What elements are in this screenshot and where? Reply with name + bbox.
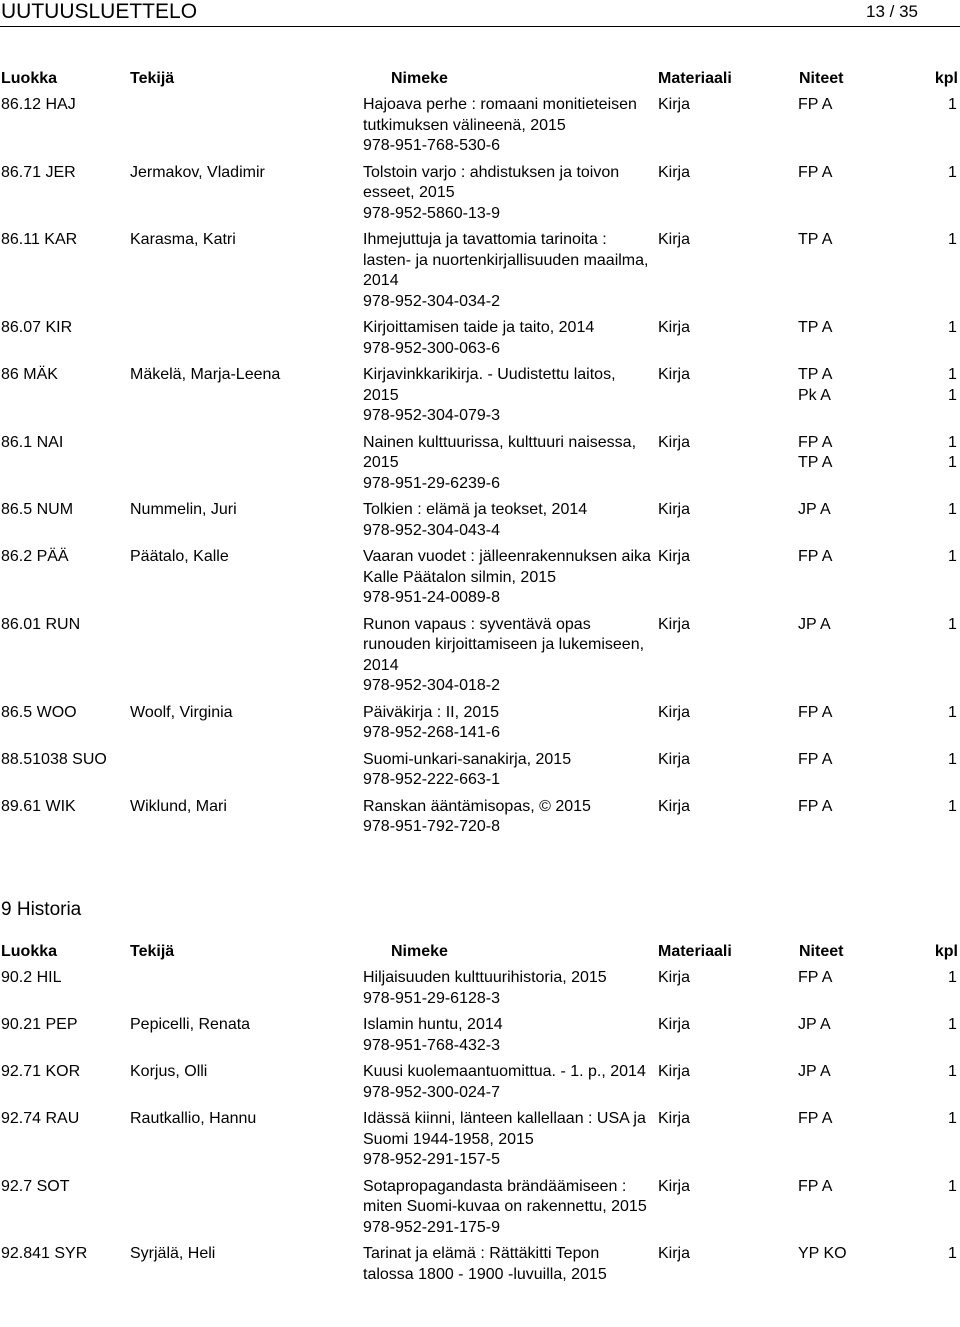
material-type: Kirja <box>658 750 691 768</box>
catalog-rows <box>0 95 960 838</box>
material-type: Kirja <box>658 615 691 633</box>
catalog-section-general <box>0 61 960 844</box>
material-type: Kirja <box>658 969 691 986</box>
class-code: 86.01 RUN <box>1 615 81 633</box>
copy-location: FP A <box>798 703 833 721</box>
isbn: 978-951-29-6128-3 <box>363 989 500 1007</box>
copies-location <box>798 750 832 771</box>
author: Jermakov, Vladimir <box>130 163 265 181</box>
copy-location: JP A <box>798 1063 831 1080</box>
book-title: Islamin huntu, 2014 <box>363 1016 503 1033</box>
column-header-luokka: Luokka <box>1 70 58 87</box>
copies-location <box>798 365 832 406</box>
isbn: 978-952-268-141-6 <box>363 724 500 741</box>
book-title: Tarinat ja elämä : Rättäkitti Tepon talossa 1800 - 1900 -luvuilla, 2015 <box>363 1245 607 1283</box>
copy-count: 1 <box>948 319 957 336</box>
copies-count <box>948 433 957 474</box>
table-row <box>0 230 960 312</box>
column-header-kpl: kpl <box>934 70 958 87</box>
copies-location <box>798 703 832 724</box>
table-row <box>0 797 960 838</box>
material-type: Kirja <box>658 797 691 815</box>
isbn: 978-951-768-432-3 <box>363 1036 500 1054</box>
table-row <box>0 318 960 359</box>
copies-location <box>798 318 832 339</box>
copy-location: FP A <box>798 969 833 986</box>
table-row <box>0 750 960 791</box>
author: Mäkelä, Marja-Leena <box>130 366 281 383</box>
copy-count: 1 <box>948 548 957 565</box>
material-type: Kirja <box>658 96 691 113</box>
title-cell <box>363 703 653 744</box>
material-type: Kirja <box>658 501 691 518</box>
table-row <box>0 433 960 495</box>
table-row <box>0 703 960 744</box>
catalog-rows <box>0 968 960 1285</box>
copy-location: FP A <box>798 797 833 815</box>
copies-location <box>798 968 832 989</box>
table-row <box>0 163 960 225</box>
material-type: Kirja <box>658 433 691 451</box>
copies-count <box>948 365 957 406</box>
class-code: 86.11 KAR <box>1 231 78 248</box>
copies-count <box>948 230 957 251</box>
class-code: 86.07 KIR <box>1 319 73 336</box>
author: Rautkallio, Hannu <box>130 1110 257 1127</box>
class-code: 92.74 RAU <box>1 1110 80 1127</box>
copy-location: FP A <box>798 96 833 113</box>
copy-count: 1 <box>948 703 957 721</box>
title-cell <box>363 1244 653 1285</box>
book-title: Kirjoittamisen taide ja taito, 2014 <box>363 319 595 336</box>
class-code: 90.2 HIL <box>1 969 62 986</box>
book-title: Tolstoin varjo : ahdistuksen ja toivon esseet, 2015 <box>363 163 620 201</box>
column-headers <box>0 61 960 95</box>
isbn: 978-952-304-079-3 <box>363 407 500 424</box>
copy-count: 1 <box>948 433 957 451</box>
book-title: Idässä kiinni, länteen kallellaan : USA ja Suomi 1944-1958, 2015 <box>363 1110 646 1148</box>
class-code: 90.21 PEP <box>1 1016 78 1033</box>
isbn: 978-951-768-530-6 <box>363 137 500 154</box>
copies-location <box>798 500 831 521</box>
copies-count <box>948 1062 957 1083</box>
class-code: 88.51038 SUO <box>1 750 107 768</box>
copies-location <box>798 615 831 636</box>
copies-location <box>798 95 832 116</box>
section-title: 9 Historia <box>1 899 82 920</box>
copies-location <box>798 1177 832 1198</box>
table-row <box>0 547 960 609</box>
copies-location <box>798 547 832 568</box>
copy-location: FP A <box>798 163 833 181</box>
copies-count <box>948 1015 957 1036</box>
copy-count: 1 <box>948 969 957 986</box>
class-code: 86 MÄK <box>1 366 58 383</box>
author: Wiklund, Mari <box>130 797 227 815</box>
isbn: 978-951-29-6239-6 <box>363 474 500 492</box>
copies-location <box>798 797 832 818</box>
copies-location <box>798 433 832 474</box>
title-cell <box>363 750 653 791</box>
isbn: 978-952-304-018-2 <box>363 677 500 694</box>
copies-count <box>948 1109 957 1130</box>
copies-count <box>948 318 957 339</box>
copy-count: 1 <box>948 386 957 404</box>
author: Syrjälä, Heli <box>130 1245 216 1262</box>
column-header-kpl: kpl <box>934 943 958 960</box>
copy-count: 1 <box>948 96 957 113</box>
book-title: Vaaran vuodet : jälleenrakennuksen aika Kalle Päätalon silmin, 2015 <box>363 548 651 586</box>
column-headers <box>0 934 960 968</box>
copy-count: 1 <box>948 1177 957 1195</box>
copy-location: FP A <box>798 1177 833 1195</box>
book-title: Kirjavinkkarikirja. - Uudistettu laitos, 2015 <box>363 366 616 404</box>
copy-count: 1 <box>948 454 957 471</box>
copies-count <box>948 750 957 771</box>
title-cell <box>363 797 653 838</box>
isbn: 978-952-304-043-4 <box>363 521 500 539</box>
column-header-luokka: Luokka <box>1 943 58 960</box>
copy-count: 1 <box>948 163 957 181</box>
copy-location: FP A <box>798 433 833 451</box>
material-type: Kirja <box>658 1110 691 1127</box>
book-title: Hiljaisuuden kulttuurihistoria, 2015 <box>363 969 607 986</box>
material-type: Kirja <box>658 1016 691 1033</box>
title-cell <box>363 1062 653 1103</box>
copies-count <box>948 95 957 116</box>
copy-location: YP KO <box>798 1245 847 1262</box>
copy-location: TP A <box>798 231 833 248</box>
copy-count: 1 <box>948 797 957 815</box>
class-code: 86.12 HAJ <box>1 96 76 113</box>
section-heading-row <box>0 898 960 934</box>
isbn: 978-951-792-720-8 <box>363 818 500 835</box>
copy-count: 1 <box>948 1245 957 1262</box>
class-code: 86.1 NAI <box>1 433 64 451</box>
title-cell <box>363 163 653 225</box>
title-cell <box>363 547 653 609</box>
copies-count <box>948 500 957 521</box>
book-title: Suomi-unkari-sanakirja, 2015 <box>363 750 572 768</box>
isbn: 978-952-304-034-2 <box>363 292 500 310</box>
copies-count <box>948 968 957 989</box>
copy-location: TP A <box>798 366 833 383</box>
table-row <box>0 1177 960 1239</box>
book-title: Runon vapaus : syventävä opas runouden kirjoittamiseen ja lukemiseen, 2014 <box>363 615 645 674</box>
copies-count <box>948 703 957 724</box>
column-header-niteet: Niteet <box>799 943 844 960</box>
title-cell <box>363 615 653 697</box>
table-row <box>0 615 960 697</box>
copy-location: JP A <box>798 1016 831 1033</box>
author: Päätalo, Kalle <box>130 548 229 565</box>
page-number: 13 / 35 <box>866 2 918 21</box>
copy-count: 1 <box>948 1063 957 1080</box>
author: Korjus, Olli <box>130 1063 208 1080</box>
book-title: Tolkien : elämä ja teokset, 2014 <box>363 501 588 518</box>
copy-location: TP A <box>798 319 833 336</box>
copy-count: 1 <box>948 750 957 768</box>
title-cell <box>363 1177 653 1239</box>
column-header-nimeke: Nimeke <box>391 943 448 960</box>
table-row <box>0 1015 960 1056</box>
author: Woolf, Virginia <box>130 703 233 721</box>
column-header-niteet: Niteet <box>799 70 844 87</box>
copy-location: Pk A <box>798 386 831 404</box>
title-cell <box>363 500 653 541</box>
table-row <box>0 500 960 541</box>
class-code: 86.5 NUM <box>1 501 74 518</box>
column-header-tekija: Tekijä <box>130 943 175 960</box>
page-title: UUTUUSLUETTELO <box>1 0 198 23</box>
copy-location: JP A <box>798 501 831 518</box>
class-code: 86.71 JER <box>1 163 76 181</box>
copies-location <box>798 1062 831 1083</box>
material-type: Kirja <box>658 1177 691 1195</box>
copy-count: 1 <box>948 1016 957 1033</box>
title-cell <box>363 230 653 312</box>
column-header-nimeke: Nimeke <box>391 70 448 87</box>
catalog-section-history <box>0 898 960 1291</box>
class-code: 89.61 WIK <box>1 797 76 815</box>
isbn: 978-952-300-024-7 <box>363 1083 500 1101</box>
class-code: 86.5 WOO <box>1 703 77 721</box>
class-code: 92.841 SYR <box>1 1245 88 1262</box>
table-row <box>0 968 960 1009</box>
material-type: Kirja <box>658 703 691 721</box>
copy-location: JP A <box>798 615 831 633</box>
book-title: Kuusi kuolemaantuomittua. - 1. p., 2014 <box>363 1063 646 1080</box>
isbn: 978-952-222-663-1 <box>363 771 500 788</box>
isbn: 978-952-300-063-6 <box>363 339 500 357</box>
isbn: 978-952-291-157-5 <box>363 1151 500 1168</box>
copy-count: 1 <box>948 1110 957 1127</box>
table-row <box>0 1109 960 1171</box>
isbn: 978-952-5860-13-9 <box>363 204 500 222</box>
title-cell <box>363 1109 653 1171</box>
copies-count <box>948 1244 957 1265</box>
material-type: Kirja <box>658 366 691 383</box>
copy-location: TP A <box>798 454 833 471</box>
copy-count: 1 <box>948 366 957 383</box>
title-cell <box>363 1015 653 1056</box>
title-cell <box>363 365 653 427</box>
column-header-materiaali: Materiaali <box>658 943 732 960</box>
isbn: 978-951-24-0089-8 <box>363 589 500 606</box>
copy-location: FP A <box>798 548 833 565</box>
author: Nummelin, Juri <box>130 501 237 518</box>
book-title: Ranskan ääntämisopas, © 2015 <box>363 797 591 815</box>
book-title: Päiväkirja : II, 2015 <box>363 703 500 721</box>
copies-count <box>948 1177 957 1198</box>
copy-count: 1 <box>948 615 957 633</box>
book-title: Hajoava perhe : romaani monitieteisen tutkimuksen välineenä, 2015 <box>363 96 637 134</box>
table-row <box>0 1062 960 1103</box>
material-type: Kirja <box>658 1245 691 1262</box>
header-rule <box>0 26 960 27</box>
column-header-materiaali: Materiaali <box>658 70 732 87</box>
material-type: Kirja <box>658 163 691 181</box>
class-code: 92.7 SOT <box>1 1177 70 1195</box>
copy-count: 1 <box>948 231 957 248</box>
book-title: Ihmejuttuja ja tavattomia tarinoita : lasten- ja nuortenkirjallisuuden maailma, 2014 <box>363 231 649 289</box>
copies-location <box>798 1109 832 1130</box>
material-type: Kirja <box>658 231 691 248</box>
title-cell <box>363 433 653 495</box>
copy-location: FP A <box>798 1110 833 1127</box>
author: Pepicelli, Renata <box>130 1016 251 1033</box>
title-cell <box>363 968 653 1009</box>
table-row <box>0 1244 960 1285</box>
book-title: Sotapropagandasta brändäämiseen : miten Suomi-kuvaa on rakennettu, 2015 <box>363 1177 647 1215</box>
copies-count <box>948 797 957 818</box>
copies-count <box>948 615 957 636</box>
title-cell <box>363 95 653 157</box>
copy-count: 1 <box>948 501 957 518</box>
copies-location <box>798 1244 847 1265</box>
material-type: Kirja <box>658 319 691 336</box>
copies-location <box>798 163 832 184</box>
author: Karasma, Katri <box>130 231 236 248</box>
copies-location <box>798 230 832 251</box>
material-type: Kirja <box>658 548 691 565</box>
table-row <box>0 365 960 427</box>
copies-location <box>798 1015 831 1036</box>
class-code: 92.71 KOR <box>1 1063 81 1080</box>
title-cell <box>363 318 653 359</box>
book-title: Nainen kulttuurissa, kulttuuri naisessa, 2015 <box>363 433 637 471</box>
table-row <box>0 95 960 157</box>
copy-location: FP A <box>798 750 833 768</box>
copies-count <box>948 547 957 568</box>
material-type: Kirja <box>658 1063 691 1080</box>
column-header-tekija: Tekijä <box>130 70 175 87</box>
class-code: 86.2 PÄÄ <box>1 548 69 565</box>
isbn: 978-952-291-175-9 <box>363 1218 500 1236</box>
copies-count <box>948 163 957 184</box>
